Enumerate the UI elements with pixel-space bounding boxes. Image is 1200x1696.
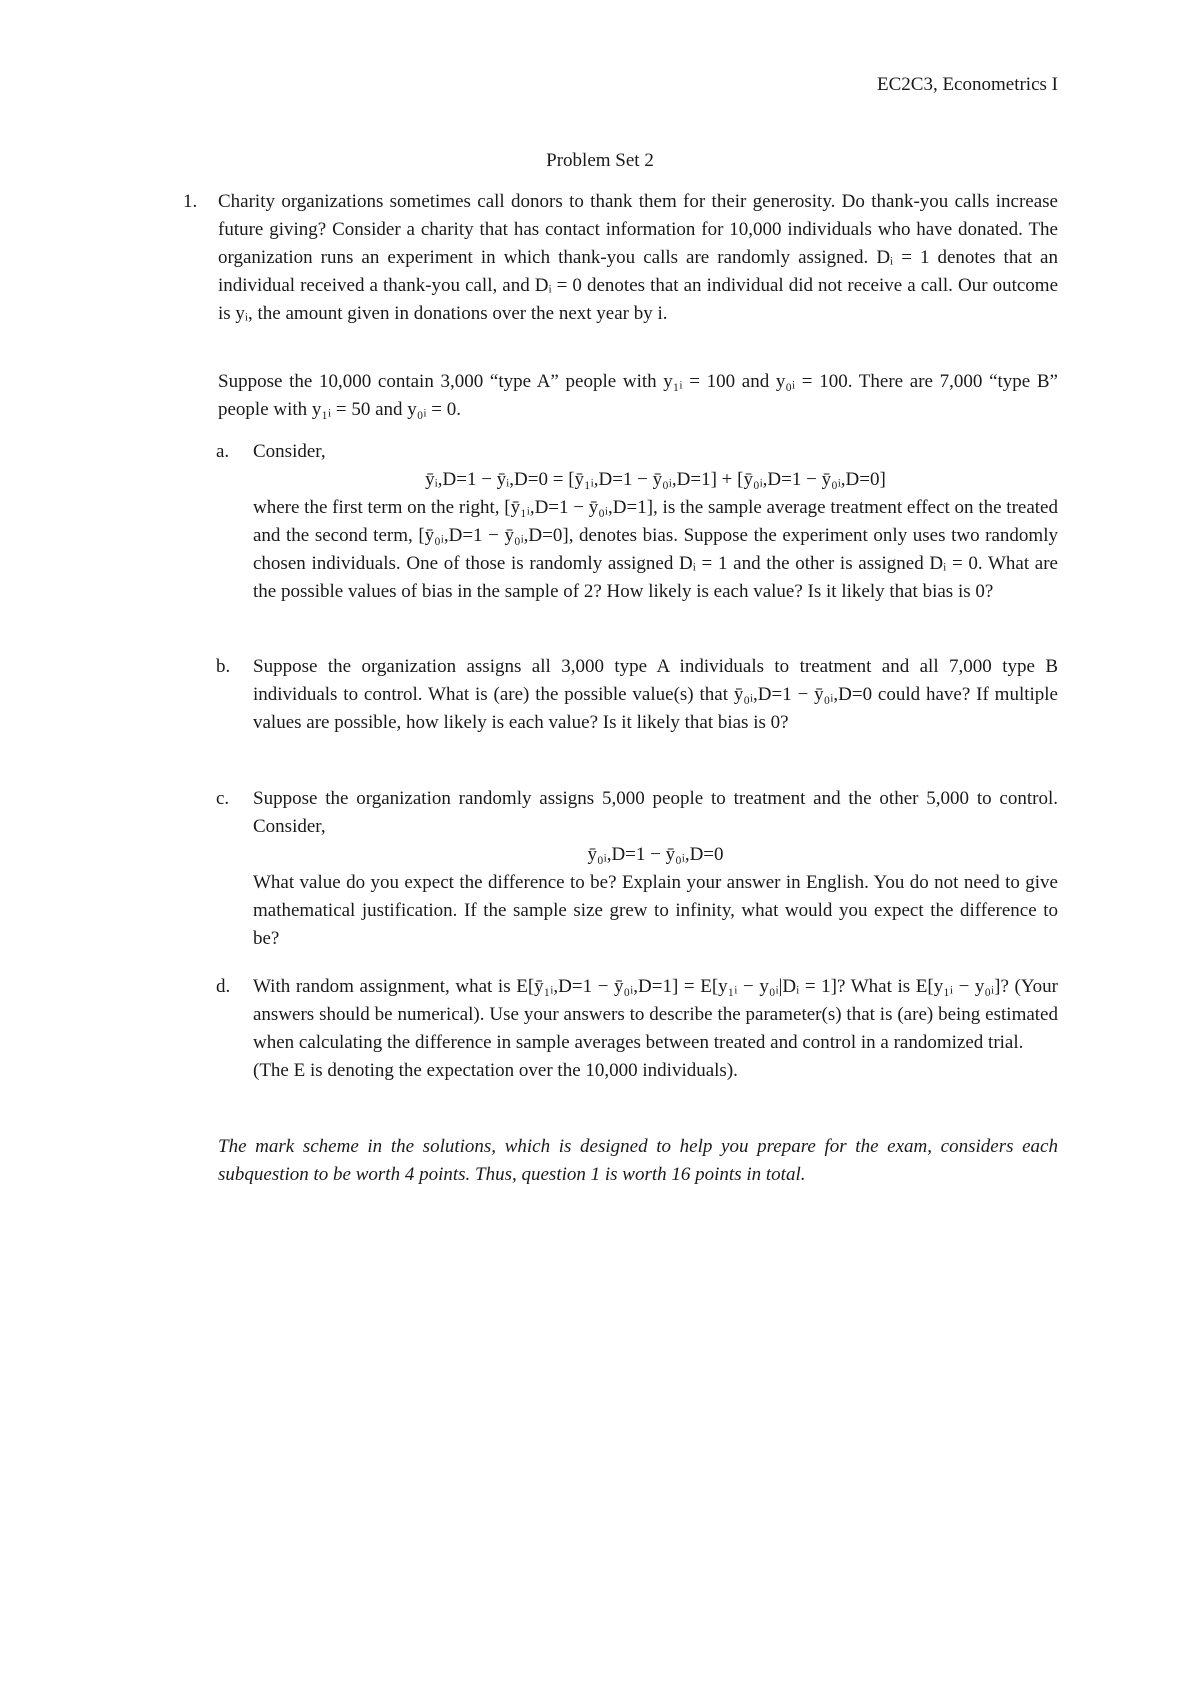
part-text: Suppose the organization assigns all 3,000 type A individuals to treatment and all 7,000 type B individuals to control. What is (are) the possible value(s) that ȳ₀ᵢ,D=1 − ȳ₀ᵢ,D=0 could have? If multiple values are possible, how likely is each value? Is it likely that bias is 0? xyxy=(253,656,1058,733)
part-lead: Consider, xyxy=(253,441,326,462)
part-text: With random assignment, what is E[ȳ₁ᵢ,D=1 − ȳ₀ᵢ,D=1] = E[y₁ᵢ − y₀ᵢ|Dᵢ = 1]? What is E[y₁ᵢ − y₀ᵢ]? (Your answers should be numerical). Use your answers to describe the parameter(s) that is (are) being estimated when calculating the difference in sample averages between treated and control in a randomized trial. xyxy=(253,976,1058,1053)
part-b xyxy=(216,653,1058,737)
part-lead: Suppose the organization randomly assigns 5,000 people to treatment and the other 5,000 to control. Consider, xyxy=(253,788,1058,837)
page-title: Problem Set 2 xyxy=(546,150,654,171)
question-setup: Suppose the 10,000 contain 3,000 “type A” people with y₁ᵢ = 100 and y₀ᵢ = 100. There are 7,000 “type B” people with y₁ᵢ = 50 and y₀ᵢ = 0. xyxy=(218,371,1058,420)
equation: ȳ₀ᵢ,D=1 − ȳ₀ᵢ,D=0 xyxy=(587,844,724,865)
part-label: a. xyxy=(216,441,230,462)
course-header: EC2C3, Econometrics I xyxy=(877,74,1058,95)
part-d xyxy=(216,973,1058,1085)
question-number: 1. xyxy=(183,191,198,212)
mark-scheme-note: The mark scheme in the solutions, which is designed to help you prepare for the exam, considers each subquestion to be worth 4 points. Thus, question 1 is worth 16 points in total. xyxy=(218,1136,1058,1185)
part-label: b. xyxy=(216,656,231,677)
part-text: where the first term on the right, [ȳ₁ᵢ,D=1 − ȳ₀ᵢ,D=1], is the sample average treatment effect on the treated and the second term, [ȳ₀ᵢ,D=1 − ȳ₀ᵢ,D=0], denotes bias. Suppose the experiment only uses two randomly chosen individuals. One of those is randomly assigned Dᵢ = 1 and the other is assigned Dᵢ = 0. What are the possible values of bias in the sample of 2? How likely is each value? Is it likely that bias is 0? xyxy=(253,497,1058,602)
question-intro: Charity organizations sometimes call donors to thank them for their generosity. Do thank-you calls increase future giving? Consider a charity that has contact information for 10,000 individuals who have donated. The organization runs an experiment in which thank-you calls are randomly assigned. Dᵢ = 1 denotes that an individual received a thank-you call, and Dᵢ = 0 denotes that an individual did not receive a call. Our outcome is yᵢ, the amount given in donations over the next year by i. xyxy=(218,191,1058,324)
part-c xyxy=(216,785,1058,953)
part-text-note: (The E is denoting the expectation over the 10,000 individuals). xyxy=(253,1060,738,1081)
part-text: What value do you expect the difference to be? Explain your answer in English. You do not need to give mathematical justification. If the sample size grew to infinity, what would you expect the difference to be? xyxy=(253,872,1058,949)
part-label: c. xyxy=(216,788,230,809)
part-label: d. xyxy=(216,976,231,997)
part-a xyxy=(216,438,1058,606)
equation: ȳᵢ,D=1 − ȳᵢ,D=0 = [ȳ₁ᵢ,D=1 − ȳ₀ᵢ,D=1] + [ȳ₀ᵢ,D=1 − ȳ₀ᵢ,D=0] xyxy=(425,469,886,490)
